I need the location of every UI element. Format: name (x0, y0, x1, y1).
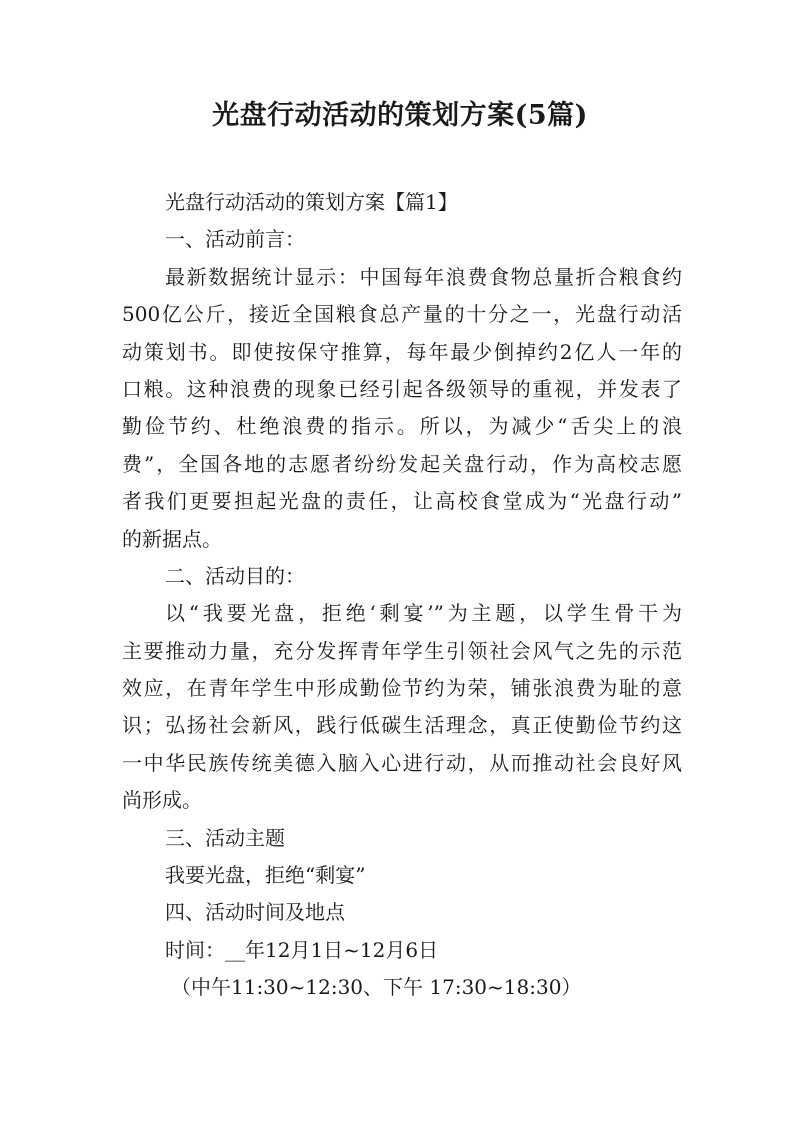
section-heading: 光盘行动活动的策划方案【篇1】 (165, 190, 458, 214)
paragraph-line: 尚形成。 (122, 788, 202, 813)
heading-purpose: 二、活动目的： (165, 563, 305, 588)
heading-preface: 一、活动前言： (165, 227, 305, 252)
paragraph-line: 勤俭节约、杜绝浪费的指示。所以，为减少“舌尖上的浪 (122, 414, 682, 439)
paragraph-line: 500亿公斤，接近全国粮食总产量的十分之一，光盘行动活 (122, 302, 682, 327)
paragraph-line: 口粮。这种浪费的现象已经引起各级领导的重视，并发表了 (122, 376, 682, 401)
time-text: 时间：__年12月1日~12月6日 (165, 937, 439, 962)
paragraph-line: 最新数据统计显示：中国每年浪费食物总量折合粮食约 (165, 264, 682, 289)
theme-text: 我要光盘，拒绝“剩宴” (165, 863, 366, 888)
paragraph-line: 者我们更要担起光盘的责任，让高校食堂成为“光盘行动” (122, 489, 682, 514)
heading-theme: 三、活动主题 (165, 825, 285, 850)
paragraph-line: 效应，在青年学生中形成勤俭节约为荣，铺张浪费为耻的意 (122, 676, 682, 701)
time-detail-text: （中午11:30~12:30、下午 17:30~18:30） (171, 975, 582, 1000)
paragraph-line: 识；弘扬社会新风，践行低碳生活理念，真正使勤俭节约这 (122, 713, 682, 738)
paragraph-line: 一中华民族传统美德入脑入心进行动，从而推动社会良好风 (122, 750, 682, 775)
paragraph-line: 的新据点。 (122, 526, 222, 551)
paragraph-line: 费”，全国各地的志愿者纷纷发起关盘行动，作为高校志愿 (122, 451, 682, 476)
paragraph-line: 主要推动力量，充分发挥青年学生引领社会风气之先的示范 (122, 638, 682, 663)
paragraph-line: 以“我要光盘，拒绝‘剩宴’”为主题，以学生骨干为 (165, 601, 682, 626)
document-body (122, 184, 682, 1007)
heading-time-place: 四、活动时间及地点 (165, 900, 345, 925)
paragraph-line: 动策划书。即使按保守推算，每年最少倒掉约2亿人一年的 (122, 339, 682, 364)
document-title: 光盘行动活动的策划方案(5篇) (212, 100, 588, 131)
